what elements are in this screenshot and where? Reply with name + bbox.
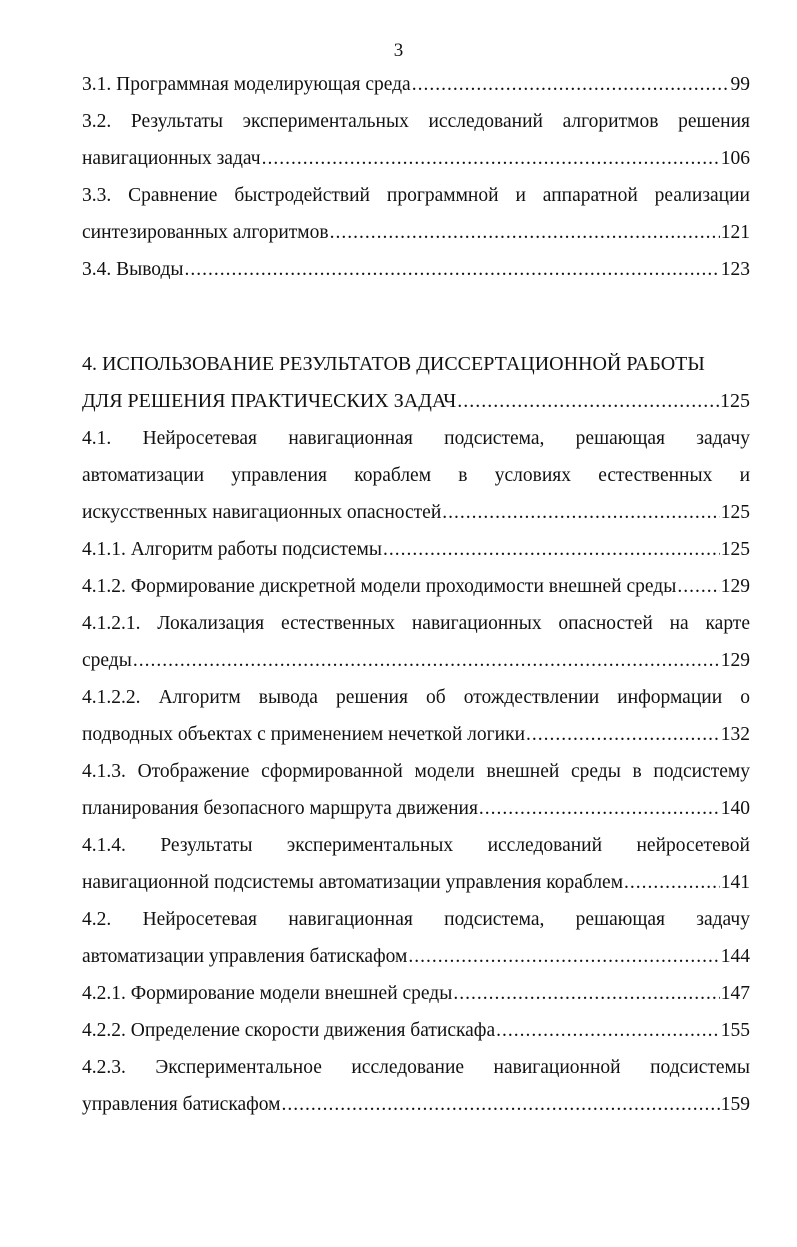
dot-leader bbox=[185, 251, 720, 288]
chapter-heading-line: 4. ИСПОЛЬЗОВАНИЕ РЕЗУЛЬТАТОВ ДИССЕРТАЦИОННОЙ РАБОТЫ bbox=[82, 353, 705, 375]
toc-entry-text: 4.1.1. Алгоритм работы подсистемы bbox=[82, 539, 382, 560]
toc-page-number: 106 bbox=[720, 148, 750, 169]
toc-page-number: 147 bbox=[720, 983, 750, 1004]
toc-page-number: 129 bbox=[720, 576, 750, 597]
toc-entry-text: искусственных навигационных опасностей bbox=[82, 502, 442, 523]
section-spacer bbox=[82, 288, 750, 346]
toc-entry-text: 3.1. Программная моделирующая среда bbox=[82, 74, 411, 95]
dot-leader bbox=[442, 494, 719, 531]
toc-entry-last-line bbox=[82, 1086, 750, 1123]
toc-entry-last-line bbox=[82, 494, 750, 531]
dot-leader bbox=[677, 568, 719, 605]
toc-page-number: 99 bbox=[730, 74, 750, 95]
toc-page-number: 155 bbox=[720, 1020, 750, 1041]
toc-page-number: 129 bbox=[720, 650, 750, 671]
toc-entry-last-line bbox=[82, 938, 750, 975]
dot-leader bbox=[526, 716, 720, 753]
toc-entry-last-line bbox=[82, 1012, 750, 1049]
toc-page-number: 141 bbox=[720, 872, 750, 893]
toc-page-number: 125 bbox=[720, 502, 750, 523]
toc-entry bbox=[82, 901, 750, 975]
toc-entry-text: 4.2.1. Формирование модели внешней среды bbox=[82, 983, 453, 1004]
dot-leader bbox=[453, 975, 719, 1012]
toc-entry-last-line bbox=[82, 716, 750, 753]
toc-entry-line: 4.2.3. Экспериментальное исследование навигационной подсистемы bbox=[82, 1057, 750, 1078]
toc-entry-line: 4.2. Нейросетевая навигационная подсистема, решающая задачу bbox=[82, 909, 750, 930]
dot-leader bbox=[262, 140, 720, 177]
toc-page-number: 125 bbox=[720, 539, 750, 560]
toc-entry-text: 4.2.2. Определение скорости движения батискафа bbox=[82, 1020, 496, 1041]
toc-page-number: 144 bbox=[720, 946, 750, 967]
toc-entry bbox=[82, 66, 750, 103]
toc-page-number: 132 bbox=[720, 724, 750, 745]
dot-leader bbox=[383, 531, 720, 568]
chapter-page-number: 125 bbox=[720, 390, 750, 412]
toc-entry bbox=[82, 605, 750, 679]
dot-leader bbox=[330, 214, 720, 251]
toc-section-3 bbox=[82, 66, 750, 288]
toc-entry bbox=[82, 568, 750, 605]
chapter-heading bbox=[82, 346, 750, 420]
toc-entry-line: 3.3. Сравнение быстродействий программной и аппаратной реализации bbox=[82, 185, 750, 206]
toc-entry bbox=[82, 1049, 750, 1123]
toc-entry-line: 3.2. Результаты экспериментальных исследований алгоритмов решения bbox=[82, 111, 750, 132]
toc-entry-line: автоматизации управления кораблем в условиях естественных и bbox=[82, 465, 750, 486]
toc-entry-last-line bbox=[82, 975, 750, 1012]
toc-entry-text: управления батискафом bbox=[82, 1094, 281, 1115]
dot-leader bbox=[457, 383, 719, 420]
toc-entry-last-line bbox=[82, 140, 750, 177]
toc-entry-last-line bbox=[82, 251, 750, 288]
dot-leader bbox=[479, 790, 720, 827]
toc-entry bbox=[82, 531, 750, 568]
toc-entry-last-line bbox=[82, 531, 750, 568]
toc-entry bbox=[82, 420, 750, 531]
toc-page-number: 159 bbox=[720, 1094, 750, 1115]
toc-entry bbox=[82, 251, 750, 288]
toc-entry-line: 4.1.3. Отображение сформированной модели внешней среды в подсистему bbox=[82, 761, 750, 782]
toc-section-4 bbox=[82, 420, 750, 1123]
toc-entry-text: 3.4. Выводы bbox=[82, 259, 184, 280]
toc-entry bbox=[82, 679, 750, 753]
toc-entry-last-line bbox=[82, 790, 750, 827]
toc-entry bbox=[82, 975, 750, 1012]
toc-entry-line: 4.1.2.1. Локализация естественных навигационных опасностей на карте bbox=[82, 613, 750, 634]
toc-entry bbox=[82, 103, 750, 177]
dot-leader bbox=[412, 66, 730, 103]
toc-entry-text: планирования безопасного маршрута движения bbox=[82, 798, 478, 819]
toc-entry-text: навигационных задач bbox=[82, 148, 261, 169]
table-of-contents bbox=[82, 66, 750, 1123]
toc-page-number: 121 bbox=[720, 222, 750, 243]
toc-entry-text: 4.1.2. Формирование дискретной модели проходимости внешней среды bbox=[82, 576, 677, 597]
toc-entry-last-line bbox=[82, 66, 750, 103]
chapter-heading-last-line bbox=[82, 383, 750, 420]
toc-entry-text: автоматизации управления батискафом bbox=[82, 946, 408, 967]
toc-entry-line: 4.1. Нейросетевая навигационная подсистема, решающая задачу bbox=[82, 428, 750, 449]
toc-entry bbox=[82, 177, 750, 251]
toc-entry-line: 4.1.4. Результаты экспериментальных исследований нейросетевой bbox=[82, 835, 750, 856]
toc-page-number: 140 bbox=[720, 798, 750, 819]
dot-leader bbox=[496, 1012, 720, 1049]
toc-entry bbox=[82, 1012, 750, 1049]
toc-entry-last-line bbox=[82, 642, 750, 679]
toc-entry bbox=[82, 753, 750, 827]
toc-entry-text: навигационной подсистемы автоматизации управления кораблем bbox=[82, 872, 624, 893]
toc-entry-text: подводных объектах с применением нечеткой логики bbox=[82, 724, 526, 745]
toc-entry-last-line bbox=[82, 864, 750, 901]
page-number: 3 bbox=[393, 40, 404, 61]
toc-page-number: 123 bbox=[720, 259, 750, 280]
toc-entry-last-line bbox=[82, 214, 750, 251]
dot-leader bbox=[624, 864, 720, 901]
toc-entry-text: среды bbox=[82, 650, 132, 671]
toc-entry-line: 4.1.2.2. Алгоритм вывода решения об отождествлении информации о bbox=[82, 687, 750, 708]
toc-entry-last-line bbox=[82, 568, 750, 605]
chapter-heading-text: ДЛЯ РЕШЕНИЯ ПРАКТИЧЕСКИХ ЗАДАЧ bbox=[82, 390, 457, 412]
dot-leader bbox=[282, 1086, 720, 1123]
toc-entry bbox=[82, 827, 750, 901]
dot-leader bbox=[133, 642, 720, 679]
toc-entry-text: синтезированных алгоритмов bbox=[82, 222, 329, 243]
dot-leader bbox=[408, 938, 719, 975]
